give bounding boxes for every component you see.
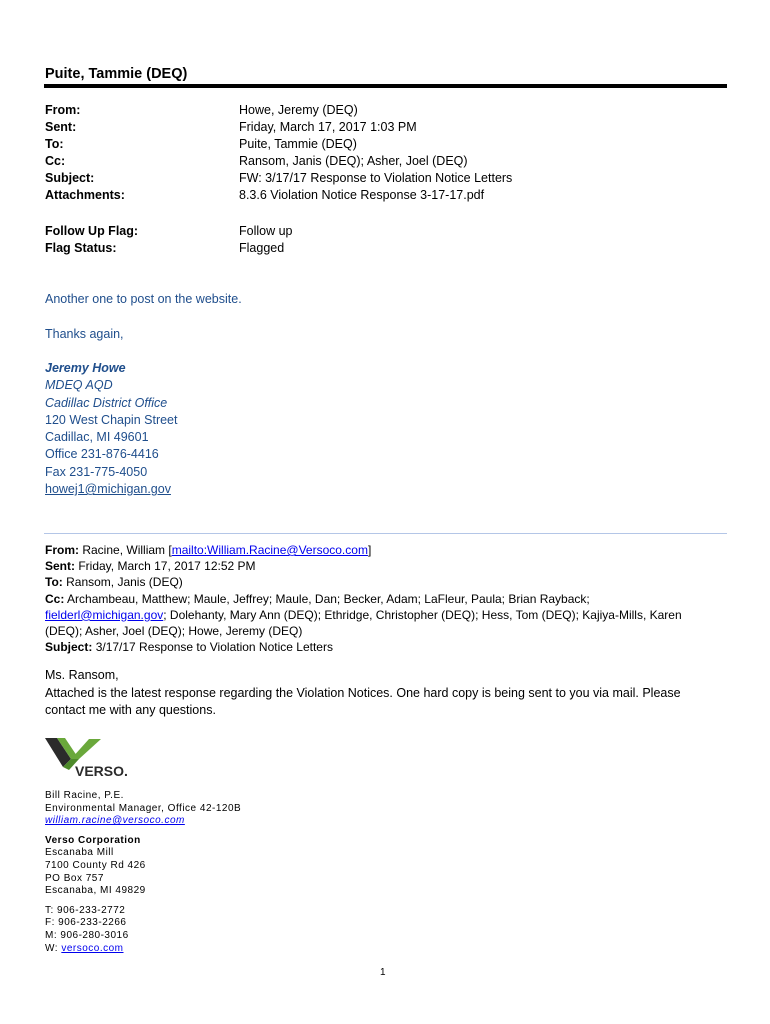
verso-web-line <box>45 943 241 956</box>
fwd-sent-line <box>45 558 725 574</box>
body-line-1: Another one to post on the website. <box>45 292 242 306</box>
body-line-2: Thanks again, <box>45 327 124 341</box>
email-header <box>45 102 725 204</box>
sent-label: Sent: <box>45 120 77 134</box>
to-value: Puite, Tammie (DEQ) <box>239 137 357 151</box>
sig-office: Cadillac District Office <box>45 395 168 410</box>
fwd-subject-value: 3/17/17 Response to Violation Notice Letters <box>95 640 333 655</box>
howe-signature <box>45 360 177 498</box>
fwd-cc-label: Cc: <box>45 591 65 606</box>
verso-company: Verso Corporation <box>45 834 141 846</box>
sig-name: Jeremy Howe <box>45 361 126 375</box>
fwd-subject-line <box>45 639 725 655</box>
subject-value: FW: 3/17/17 Response to Violation Notice Letters <box>239 171 513 185</box>
verso-mill: Escanaba Mill <box>45 847 114 859</box>
sig-city: Cadillac, MI 49601 <box>45 430 149 445</box>
attachments-label: Attachments: <box>45 188 125 202</box>
fwd-cc-line <box>45 591 725 640</box>
fwd-cc-part3: (DEQ); Asher, Joel (DEQ); Howe, Jeremy (DEQ) <box>45 624 303 639</box>
fwd-to-line <box>45 574 725 590</box>
fwd-to-value: Ransom, Janis (DEQ) <box>66 575 183 590</box>
fwd-cc-part2: ; Dolehanty, Mary Ann (DEQ); Ethridge, Christopher (DEQ); Hess, Tom (DEQ); Kajiya-Mills, Karen <box>163 607 682 622</box>
sig-fax: Fax 231-775-4050 <box>45 464 148 479</box>
fwd-sent-value: Friday, March 17, 2017 12:52 PM <box>78 559 256 574</box>
fwd-from-mailto-link[interactable]: mailto:William.Racine@Versoco.com <box>171 543 368 557</box>
from-label: From: <box>45 103 81 117</box>
forwarded-header <box>45 542 725 655</box>
verso-logo-text: VERSO. <box>75 763 128 779</box>
verso-web-label: W: <box>45 942 62 954</box>
follow-up-flag-label: Follow Up Flag: <box>45 224 139 238</box>
fwd-from-line <box>45 542 725 558</box>
verso-email-link[interactable]: william.racine@versoco.com <box>45 815 185 827</box>
fwd-from-end: ] <box>367 543 372 557</box>
flag-status-value: Flagged <box>239 241 285 255</box>
verso-logo-mark <box>45 735 155 780</box>
sig-street: 120 West Chapin Street <box>45 412 178 427</box>
fwd-cc-part1: Archambeau, Matthew; Maule, Jeffrey; Maule, Dan; Becker, Adam; LaFleur, Paula; Brian Rayback; <box>67 591 590 606</box>
verso-tel: T: 906-233-2772 <box>45 904 126 916</box>
from-value: Howe, Jeremy (DEQ) <box>239 103 358 117</box>
follow-up-flag-value: Follow up <box>239 224 293 238</box>
subject-label: Subject: <box>45 171 95 185</box>
verso-logo <box>45 735 155 780</box>
fwd-cc-email-link[interactable]: fielderl@michigan.gov <box>45 607 164 622</box>
page-number: 1 <box>380 967 386 978</box>
sent-value: Friday, March 17, 2017 1:03 PM <box>239 120 417 134</box>
verso-addr1: 7100 County Rd 426 <box>45 859 146 871</box>
verso-name: Bill Racine, P.E. <box>45 790 124 801</box>
attachment-file[interactable]: 8.3.6 Violation Notice Response 3-17-17.pdf <box>239 188 485 202</box>
fwd-from-name: Racine, William [ <box>82 543 172 557</box>
sig-email-link[interactable]: howej1@michigan.gov <box>45 482 171 497</box>
verso-signature <box>45 790 241 955</box>
cc-value: Ransom, Janis (DEQ); Asher, Joel (DEQ) <box>239 154 468 168</box>
fwd-sent-label: Sent: <box>45 559 75 574</box>
letter-body <box>45 667 725 720</box>
fwd-subject-label: Subject: <box>45 640 93 655</box>
flag-section <box>45 223 725 257</box>
letter-line-1: Attached is the latest response regarding the Violation Notices. One hard copy is being sent to you via mail. Please <box>45 685 681 700</box>
sig-dept: MDEQ AQD <box>45 378 113 393</box>
letter-line-2: contact me with any questions. <box>45 703 216 717</box>
fwd-from-label: From: <box>45 543 79 557</box>
forward-separator <box>44 533 727 534</box>
verso-city: Escanaba, MI 49829 <box>45 885 146 897</box>
flag-status-label: Flag Status: <box>45 241 117 255</box>
verso-fax: F: 906-233-2266 <box>45 917 127 929</box>
verso-addr2: PO Box 757 <box>45 872 104 884</box>
cc-label: Cc: <box>45 154 66 168</box>
mailbox-owner-title: Puite, Tammie (DEQ) <box>45 66 188 82</box>
fwd-to-label: To: <box>45 575 63 590</box>
sig-phone: Office 231-876-4416 <box>45 447 159 462</box>
verso-web-link[interactable]: versoco.com <box>61 942 124 954</box>
title-rule <box>44 84 727 88</box>
verso-title: Environmental Manager, Office 42-120B <box>45 802 242 814</box>
letter-greeting: Ms. Ransom, <box>45 668 119 682</box>
to-label: To: <box>45 137 64 151</box>
verso-mobile: M: 906-280-3016 <box>45 929 129 941</box>
